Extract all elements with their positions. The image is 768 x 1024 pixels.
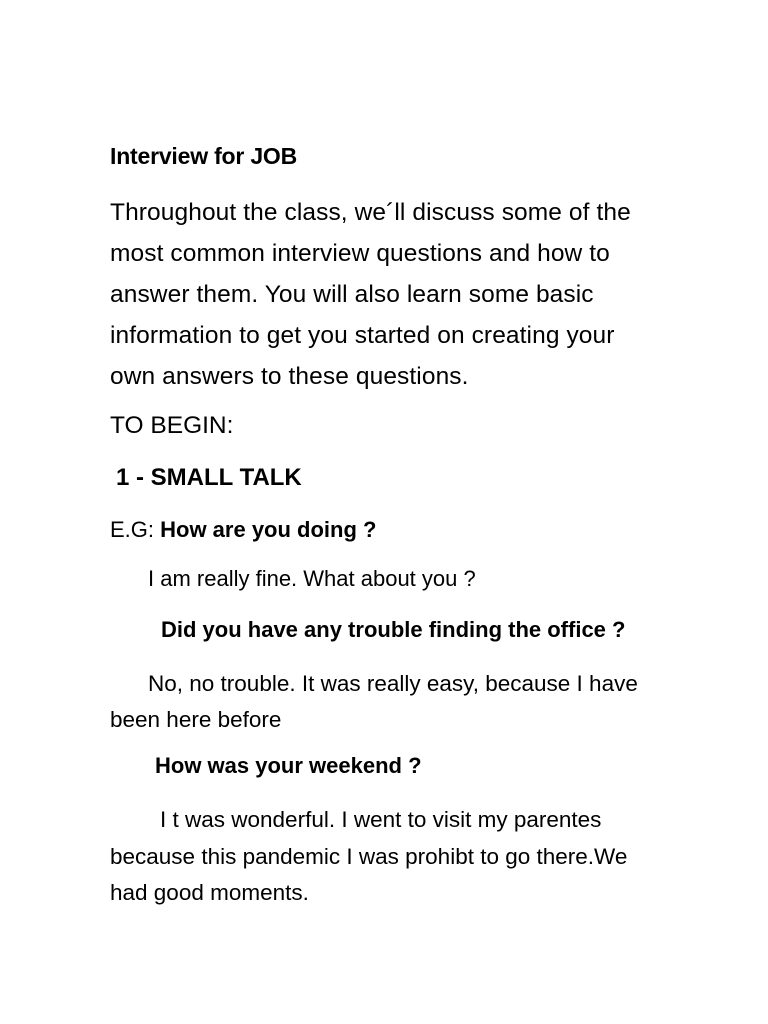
answer-line: because this pandemic I was prohibt to go there.We bbox=[110, 843, 628, 869]
question-1: How are you doing ? bbox=[160, 517, 377, 542]
answer-2 bbox=[110, 666, 638, 738]
to-begin-label: TO BEGIN: bbox=[110, 412, 234, 439]
section-heading: 1 - SMALL TALK bbox=[116, 464, 302, 491]
intro-line: own answers to these questions. bbox=[110, 363, 469, 390]
question-3: How was your weekend ? bbox=[155, 753, 422, 778]
document-title: Interview for JOB bbox=[110, 143, 298, 169]
intro-line: most common interview questions and how to bbox=[110, 240, 610, 267]
answer-line: had good moments. bbox=[110, 880, 309, 905]
intro-line: information to get you started on creating your bbox=[110, 322, 615, 349]
intro-line: Throughout the class, we´ll discuss some of the bbox=[110, 199, 631, 226]
intro-line: answer them. You will also learn some basic bbox=[110, 281, 594, 308]
question-2: Did you have any trouble finding the office ? bbox=[161, 617, 626, 642]
example-question-row bbox=[110, 517, 376, 543]
answer-line: I t was wonderful. I went to visit my parentes bbox=[160, 807, 602, 832]
answer-line: No, no trouble. It was really easy, because I have bbox=[148, 671, 638, 696]
answer-1: I am really fine. What about you ? bbox=[148, 566, 476, 591]
intro-paragraph bbox=[110, 192, 720, 397]
example-prefix: E.G: bbox=[110, 517, 161, 542]
answer-line: been here before bbox=[110, 707, 282, 732]
answer-3 bbox=[110, 802, 627, 912]
